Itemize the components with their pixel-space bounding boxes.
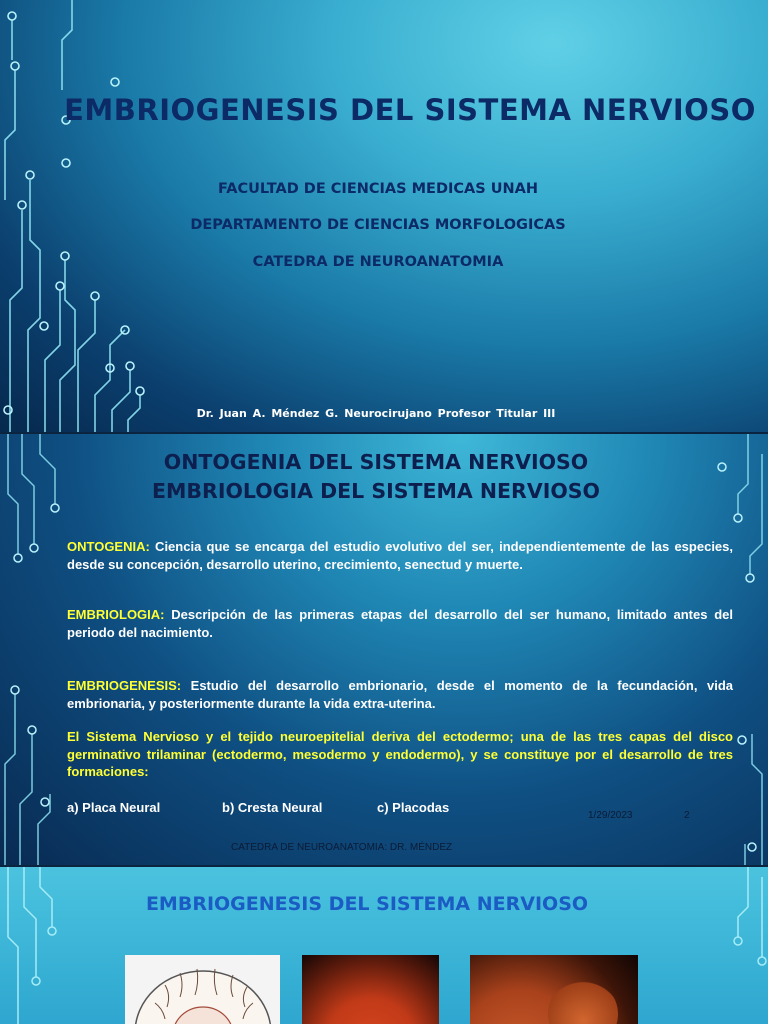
title-slide <box>0 0 768 432</box>
slide-date: 1/29/2023 <box>588 810 633 821</box>
embriogenesis-paragraph <box>67 677 733 712</box>
embriogenesis-term: EMBRIOGENESIS: <box>67 678 182 693</box>
embryo-photo-1 <box>302 955 439 1024</box>
content-slide <box>0 434 768 865</box>
embryo-diagram-image <box>125 955 280 1024</box>
chair-line: CATEDRA DE NEUROANATOMIA <box>252 254 504 270</box>
ontogenia-definition: Ciencia que se encarga del estudio evolutivo del ser, independientemente de las especies, desde su concepción, desarrollo uterino, crecimiento, senectud y muerte. <box>67 539 733 572</box>
embryo-images-slide <box>0 867 768 1024</box>
ontogenia-paragraph <box>67 538 733 573</box>
ontogenia-term: ONTOGENIA: <box>67 539 150 554</box>
slide-title: EMBRIOGENESIS DEL SISTEMA NERVIOSO <box>145 893 589 915</box>
slide-title-ontogenia: ONTOGENIA DEL SISTEMA NERVIOSO <box>163 450 589 474</box>
embryo-photo-2 <box>470 955 638 1024</box>
option-placa-neural: a) Placa Neural <box>67 800 161 815</box>
embryo-lobe <box>548 979 618 1024</box>
embriologia-term: EMBRIOLOGIA: <box>67 607 165 622</box>
option-cresta-neural: b) Cresta Neural <box>222 800 323 815</box>
embriologia-definition: Descripción de las primeras etapas del desarrollo del ser humano, limitado antes del periodo del nacimiento. <box>67 607 733 640</box>
embryo-diagram-drawing <box>125 955 280 1024</box>
slide-number: 2 <box>684 810 690 821</box>
embriologia-paragraph <box>67 606 733 641</box>
embriogenesis-definition: Estudio del desarrollo embrionario, desde el momento de la fecundación, vida embrionaria, y posteriormente durante la vida extra-uterina. <box>67 678 733 711</box>
slide-title-embriologia: EMBRIOLOGIA DEL SISTEMA NERVIOSO <box>152 479 600 503</box>
faculty-line: FACULTAD DE CIENCIAS MEDICAS UNAH <box>218 181 538 197</box>
option-placodas: c) Placodas <box>377 800 450 815</box>
slide-title: EMBRIOGENESIS DEL SISTEMA NERVIOSO <box>64 93 756 127</box>
slide-footer: CATEDRA DE NEUROANATOMIA: DR. MÉNDEZ <box>231 842 453 853</box>
department-line: DEPARTAMENTO DE CIENCIAS MORFOLOGICAS <box>190 217 566 233</box>
circuit-decoration <box>0 0 768 432</box>
sistema-nervioso-paragraph: El Sistema Nervioso y el tejido neuroepitelial deriva del ectodermo; una de las tres capas del disco germinativo trilaminar (ectodermo, mesodermo y endodermo), y se constituye por el desarrollo de tres formaciones: <box>67 729 733 779</box>
author-line: Dr. Juan A. Méndez G. Neurocirujano Profesor Titular III <box>196 407 556 420</box>
